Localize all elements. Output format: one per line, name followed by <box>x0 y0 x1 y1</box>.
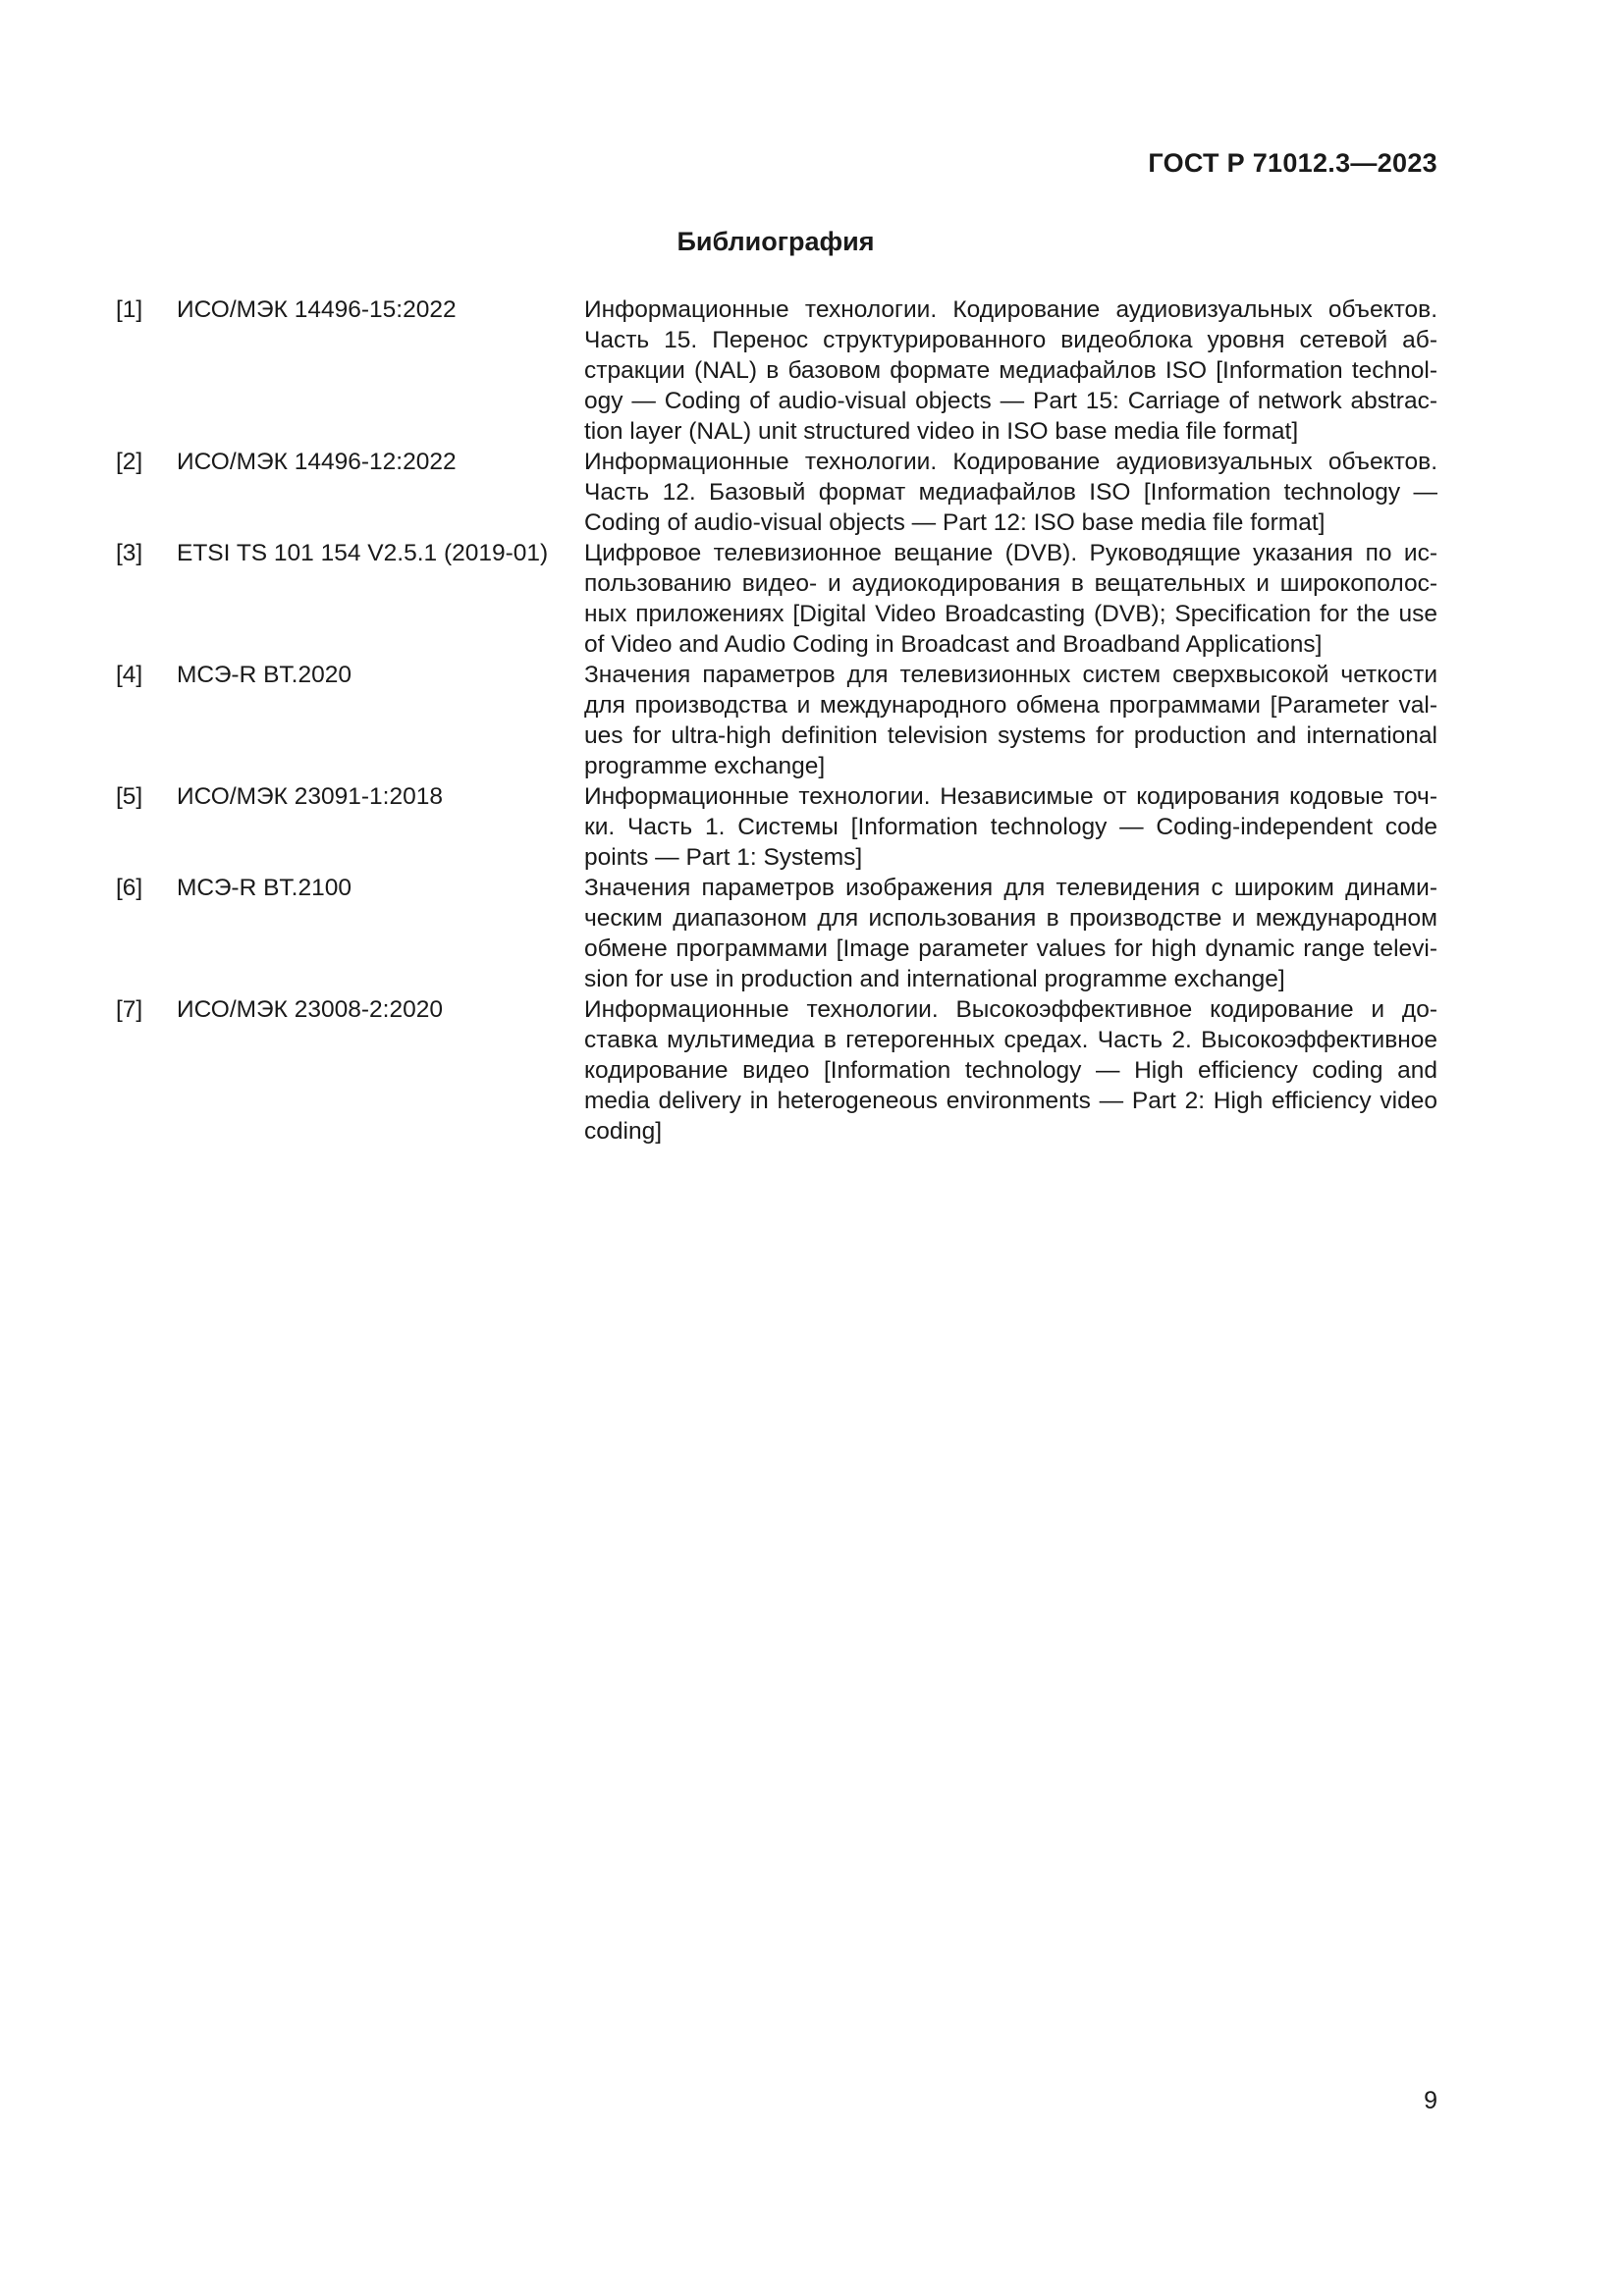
entry-number: [2] <box>116 449 143 475</box>
entry-reference: ETSI TS 101 154 V2.5.1 (2019-01) <box>177 540 549 566</box>
entry-number: [3] <box>116 540 143 566</box>
entry-reference: ИСО/МЭК 23008-2:2020 <box>177 996 443 1023</box>
bibliography-entry-6 <box>116 873 1437 994</box>
bibliography-entry-7 <box>116 994 1437 1147</box>
entry-number: [5] <box>116 783 143 810</box>
bibliography-list <box>116 294 1437 1147</box>
bibliography-entry-3 <box>116 538 1437 660</box>
entry-description: Информационные технологии. Независимые от кодирования кодовые точки. Часть 1. Системы [Information technology — Coding-independent code points — Part 1: Systems] <box>584 783 1437 871</box>
entry-reference: ИСО/МЭК 23091-1:2018 <box>177 783 443 810</box>
entry-description: Значения параметров для телевизионных систем сверхвысокой четкости для производства и международного обмена программами [Parameter values for ultra-high definition television systems for production and international programme exchange] <box>584 662 1437 779</box>
document-code: ГОСТ Р 71012.3—2023 <box>1148 148 1437 178</box>
entry-description: Информационные технологии. Кодирование аудиовизуальных объектов. Часть 12. Базовый формат медиафайлов ISO [Information technology — Coding of audio-visual objects — Part 12: ISO base media file format] <box>584 449 1437 536</box>
entry-number: [6] <box>116 875 143 901</box>
entry-description: Информационные технологии. Высокоэффективное кодирование и доставка мультимедиа в гетерогенных средах. Часть 2. Высокоэффективное кодирование видео [Information technology — High efficiency coding and media delivery in heterogeneous environments — Part 2: High efficiency video coding] <box>584 996 1437 1145</box>
entry-description: Значения параметров изображения для телевидения с широким динамическим диапазоном для использования в производстве и международном обмене программами [Image parameter values for high dynamic range television for use in production and international programme exchange] <box>584 875 1437 992</box>
entry-reference: ИСО/МЭК 14496-15:2022 <box>177 296 457 323</box>
page-title: Библиография <box>677 227 875 256</box>
entry-description: Цифровое телевизионное вещание (DVB). Руководящие указания по использованию видео- и аудиокодирования в вещательных и широкополосных приложениях [Digital Video Broadcasting (DVB); Specification for the use of Video and Audio Coding in Broadcast and Broadband Applications] <box>584 540 1437 658</box>
entry-number: [1] <box>116 296 143 323</box>
entry-reference: ИСО/МЭК 14496-12:2022 <box>177 449 457 475</box>
bibliography-entry-5 <box>116 781 1437 873</box>
entry-reference: МСЭ-R BT.2020 <box>177 662 352 688</box>
entry-reference: МСЭ-R BT.2100 <box>177 875 352 901</box>
bibliography-entry-4 <box>116 660 1437 781</box>
page-number: 9 <box>1424 2087 1437 2114</box>
bibliography-entry-2 <box>116 447 1437 538</box>
entry-description: Информационные технологии. Кодирование аудиовизуальных объектов. Часть 15. Перенос структурированного видеоблока уровня сетевой абстракции (NAL) в базовом формате медиафайлов ISO [Information technology — Coding of audio-visual objects — Part 15: Carriage of network abstraction layer (NAL) unit structured video in ISO base media file format] <box>584 296 1437 445</box>
entry-number: [7] <box>116 996 143 1023</box>
bibliography-entry-1 <box>116 294 1437 447</box>
entry-number: [4] <box>116 662 143 688</box>
